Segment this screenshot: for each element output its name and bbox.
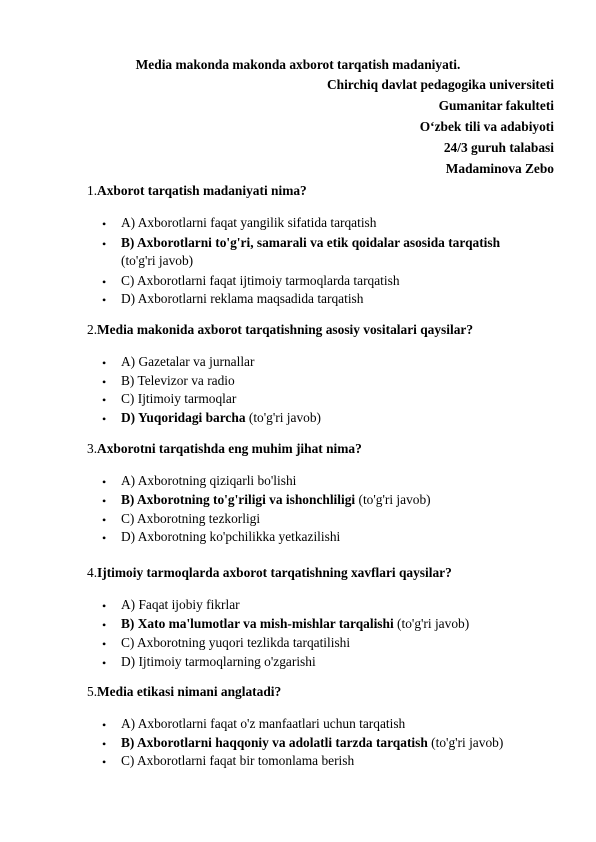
question-1 (87, 182, 307, 200)
header-author: Madaminova Zebo (445, 161, 554, 176)
question-number: 2. (87, 322, 98, 337)
bullet-icon: • (102, 494, 107, 508)
correct-option-text: B) Xato ma'lumotlar va mish-mishlar tarqalishi (121, 616, 394, 631)
correct-option-text: B) Axborotlarni haqqoniy va adolatli tarzda tarqatish (121, 735, 428, 750)
correct-answer-note: (to'g'ri javob) (397, 616, 470, 631)
question-3 (87, 440, 362, 458)
bullet-icon: • (102, 513, 107, 527)
bullet-icon: • (102, 275, 107, 289)
option-1c: C) Axborotlarni faqat ijtimoiy tarmoqlarda tarqatish (121, 273, 400, 288)
bullet-icon: • (102, 217, 107, 231)
option-1d: D) Axborotlarni reklama maqsadida tarqatish (121, 291, 364, 306)
question-2 (87, 321, 473, 339)
bullet-icon: • (102, 293, 107, 307)
option-5c: C) Axborotlarni faqat bir tomonlama berish (121, 753, 355, 768)
option-3d: D) Axborotning ko'pchilikka yetkazilishi (121, 529, 341, 544)
bullet-icon: • (102, 656, 107, 670)
correct-answer-note: (to'g'ri javob) (121, 253, 194, 268)
option-5a: A) Axborotlarni faqat o'z manfaatlari uchun tarqatish (121, 716, 406, 731)
option-2c: C) Ijtimoiy tarmoqlar (121, 391, 237, 406)
header-faculty: Gumanitar fakulteti (438, 98, 554, 113)
question-text: Axborotni tarqatishda eng muhim jihat nima? (97, 441, 362, 456)
correct-answer-note: (to'g'ri javob) (358, 492, 431, 507)
option-1b (121, 234, 500, 252)
option-4d: D) Ijtimoiy tarmoqlarning o'zgarishi (121, 654, 316, 669)
correct-answer-note: (to'g'ri javob) (248, 410, 322, 425)
question-number: 1. (87, 183, 98, 198)
correct-option-text: D) Yuqoridagi barcha (121, 410, 246, 425)
question-number: 4. (87, 565, 98, 580)
question-number: 5. (87, 684, 98, 699)
bullet-icon: • (102, 412, 107, 426)
bullet-icon: • (102, 599, 107, 613)
correct-option-text: B) Axborotning to'g'riligi va ishonchliligi (121, 492, 356, 507)
option-2d (121, 409, 321, 427)
option-2a: A) Gazetalar va jurnallar (121, 354, 255, 369)
option-4c: C) Axborotning yuqori tezlikda tarqatilishi (121, 635, 351, 650)
option-3b (121, 491, 431, 509)
bullet-icon: • (102, 755, 107, 769)
option-2b: B) Televizor va radio (121, 373, 235, 388)
option-4a: A) Faqat ijobiy fikrlar (121, 597, 240, 612)
bullet-icon: • (102, 375, 107, 389)
bullet-icon: • (102, 718, 107, 732)
bullet-icon: • (102, 393, 107, 407)
header-group: 24/3 guruh talabasi (443, 140, 554, 155)
correct-option-text: B) Axborotlarni to'g'ri, samarali va etik qoidalar asosida tarqatish (121, 235, 501, 250)
bullet-icon: • (102, 531, 107, 545)
bullet-icon: • (102, 237, 107, 251)
header-department: O‘zbek tili va adabiyoti (419, 119, 554, 134)
bullet-icon: • (102, 737, 107, 751)
question-text: Media makonida axborot tarqatishning asosiy vositalari qaysilar? (97, 322, 474, 337)
option-3a: A) Axborotning qiziqarli bo'lishi (121, 473, 297, 488)
question-number: 3. (87, 441, 98, 456)
question-text: Axborot tarqatish madaniyati nima? (97, 183, 307, 198)
header-university: Chirchiq davlat pedagogika universiteti (326, 77, 554, 92)
document-title: Media makonda makonda axborot tarqatish madaniyati. (135, 57, 461, 72)
option-5b (121, 734, 503, 752)
option-4b (121, 615, 469, 633)
question-text: Media etikasi nimani anglatadi? (97, 684, 282, 699)
option-1a: A) Axborotlarni faqat yangilik sifatida tarqatish (121, 215, 377, 230)
bullet-icon: • (102, 618, 107, 632)
question-4 (87, 564, 452, 582)
question-5 (87, 683, 281, 701)
bullet-icon: • (102, 637, 107, 651)
bullet-icon: • (102, 356, 107, 370)
option-3c: C) Axborotning tezkorligi (121, 511, 261, 526)
question-text: Ijtimoiy tarmoqlarda axborot tarqatishning xavflari qaysilar? (97, 565, 452, 580)
bullet-icon: • (102, 475, 107, 489)
correct-answer-note: (to'g'ri javob) (431, 735, 504, 750)
